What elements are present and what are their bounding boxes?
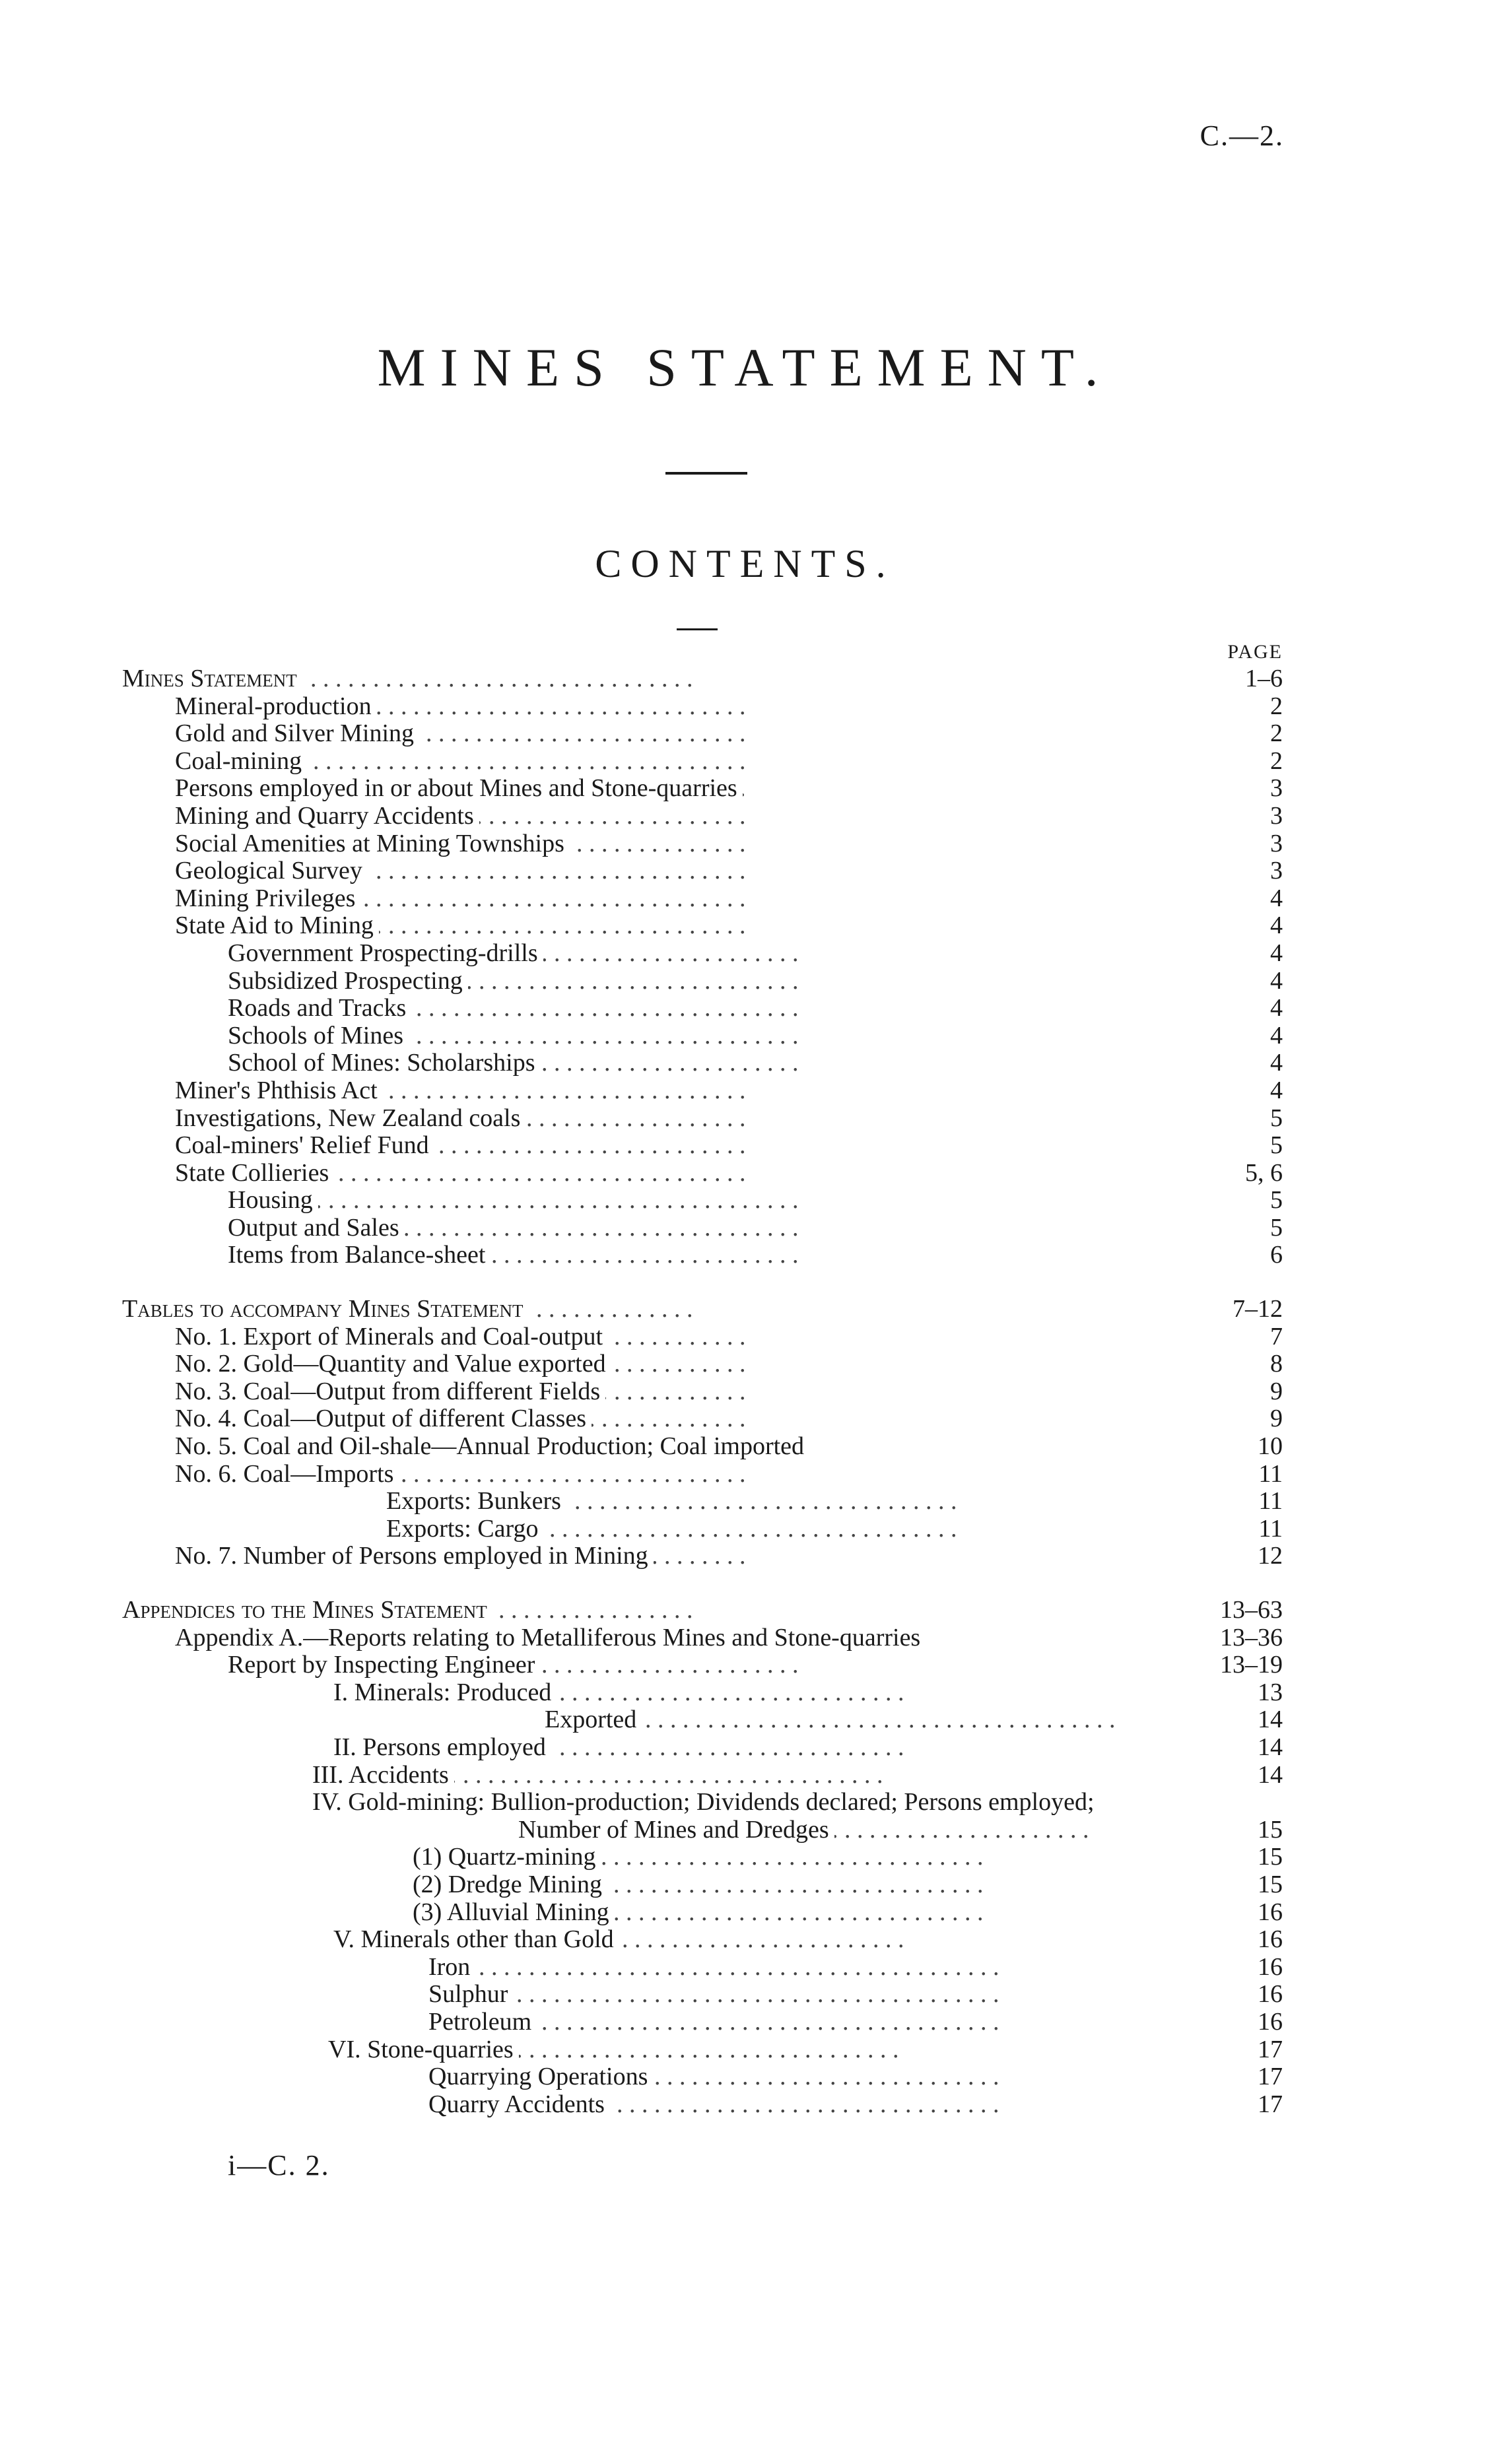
toc-entry-title: Coal-miners' Relief Fund bbox=[175, 1132, 434, 1159]
toc-entry-title: No. 5. Coal and Oil-shale—Annual Production; Coal imported bbox=[175, 1433, 809, 1460]
toc-entry-page: 3 bbox=[1266, 775, 1283, 803]
toc-entry-title: Tables to accompany Mines Statement bbox=[122, 1296, 529, 1323]
toc-entry-page: 5 bbox=[1266, 1105, 1283, 1133]
toc-entry-title: No. 1. Export of Minerals and Coal-output bbox=[175, 1323, 608, 1350]
toc-entry-page: 15 bbox=[1254, 1816, 1283, 1844]
toc-entry-page: 14 bbox=[1254, 1706, 1283, 1734]
toc-entry-page: 4 bbox=[1266, 1077, 1283, 1105]
toc-entry-page: 3 bbox=[1266, 830, 1283, 858]
toc-entry-title: Quarry Accidents bbox=[428, 2091, 610, 2118]
toc-entry-page: 16 bbox=[1254, 2009, 1283, 2036]
toc-entry bbox=[122, 1077, 1283, 1105]
toc-entry-page: 5 bbox=[1266, 1132, 1283, 1160]
toc-entry-title: Schools of Mines bbox=[228, 1022, 409, 1049]
toc-entry-page: 13–19 bbox=[1216, 1651, 1283, 1679]
toc-entry-title: II. Persons employed bbox=[333, 1734, 551, 1761]
toc-entry-title: No. 7. Number of Persons employed in Mining bbox=[175, 1543, 654, 1570]
toc-entry bbox=[122, 2091, 1283, 2119]
toc-entry-title: Housing bbox=[228, 1187, 318, 1214]
toc-entry-page: 4 bbox=[1266, 912, 1283, 940]
toc-entry-page: 4 bbox=[1266, 885, 1283, 913]
toc-entry-title: IV. Gold-mining: Bullion-production; Dividends declared; Persons employed; bbox=[312, 1789, 1100, 1816]
toc-entry-page: 13 bbox=[1254, 1679, 1283, 1707]
section-gap bbox=[122, 1269, 1283, 1296]
toc-entry-title: Mines Statement bbox=[122, 665, 302, 692]
document-title: MINES STATEMENT. bbox=[377, 337, 1113, 397]
toc-entry-page: 3 bbox=[1266, 803, 1283, 830]
toc-entry-title: VI. Stone-quarries bbox=[328, 2036, 519, 2063]
toc-entry-page: 5 bbox=[1266, 1215, 1283, 1242]
toc-entry-page: 15 bbox=[1254, 1871, 1283, 1899]
toc-entry bbox=[122, 1871, 1283, 1899]
toc-entry bbox=[122, 1323, 1283, 1351]
toc-entry bbox=[122, 1433, 1283, 1461]
toc-entry bbox=[122, 2036, 1283, 2064]
toc-entry-title: Miner's Phthisis Act bbox=[175, 1077, 383, 1104]
toc-entry bbox=[122, 1160, 1283, 1187]
toc-entry-page: 11 bbox=[1254, 1488, 1283, 1515]
toc-entry-title: Appendices to the Mines Statement bbox=[122, 1597, 492, 1624]
toc-entry-page: 16 bbox=[1254, 1954, 1283, 1981]
toc-entry-page: 1–6 bbox=[1241, 665, 1283, 693]
toc-entry-title: Exported bbox=[545, 1706, 642, 1733]
toc-entry-page: 2 bbox=[1266, 720, 1283, 748]
toc-entry-title: Mining Privileges bbox=[175, 885, 360, 912]
toc-entry bbox=[122, 1734, 1283, 1762]
toc-entry-title: State Collieries bbox=[175, 1160, 334, 1187]
toc-entry-title: Sulphur bbox=[428, 1981, 513, 2008]
toc-entry-page: 3 bbox=[1266, 857, 1283, 885]
toc-entry-page: 13–63 bbox=[1216, 1597, 1283, 1624]
toc-entry-title: No. 3. Coal—Output from different Fields bbox=[175, 1378, 605, 1405]
toc-entry bbox=[122, 1022, 1283, 1050]
toc-entry bbox=[122, 1405, 1283, 1433]
toc-section-heading bbox=[122, 665, 1283, 693]
toc-entry-page: 7 bbox=[1266, 1323, 1283, 1351]
toc-entry-title: V. Minerals other than Gold bbox=[333, 1926, 619, 1953]
toc-entry bbox=[122, 1215, 1283, 1242]
toc-entry-title: (2) Dredge Mining bbox=[413, 1871, 607, 1898]
toc-section-heading bbox=[122, 1296, 1283, 1323]
toc-entry-page: 16 bbox=[1254, 1981, 1283, 2009]
toc-entry-title: Roads and Tracks bbox=[228, 995, 411, 1022]
toc-entry bbox=[122, 1515, 1283, 1543]
toc-entry-title: I. Minerals: Produced bbox=[333, 1679, 557, 1706]
toc-entry-page: 12 bbox=[1254, 1543, 1283, 1570]
toc-entry-page: 14 bbox=[1254, 1762, 1283, 1789]
toc-entry-title: State Aid to Mining bbox=[175, 912, 379, 939]
toc-entry-title: Iron bbox=[428, 1954, 475, 1981]
toc-entry-page: 9 bbox=[1266, 1378, 1283, 1406]
toc-entry-title: (3) Alluvial Mining bbox=[413, 1899, 615, 1926]
contents-heading: CONTENTS. bbox=[595, 542, 895, 585]
toc-entry bbox=[122, 1350, 1283, 1378]
toc-entry-page: 11 bbox=[1254, 1515, 1283, 1543]
toc-entry-title: Quarrying Operations bbox=[428, 2063, 653, 2090]
toc-entry-page: 6 bbox=[1266, 1242, 1283, 1269]
footer-signature: i—C. 2. bbox=[228, 2149, 330, 2181]
dot-leader bbox=[175, 748, 1217, 776]
dot-leader bbox=[428, 1954, 1217, 1981]
toc-entry bbox=[122, 1789, 1283, 1816]
toc-entry-page: 14 bbox=[1254, 1734, 1283, 1762]
toc-entry-page: 10 bbox=[1254, 1433, 1283, 1461]
page-reference: C.—2. bbox=[1200, 119, 1284, 152]
dot-leader bbox=[228, 1187, 1217, 1215]
toc-entry-page: 15 bbox=[1254, 1844, 1283, 1871]
toc-entry bbox=[122, 2009, 1283, 2036]
toc-entry bbox=[122, 1132, 1283, 1160]
toc-entry bbox=[122, 1378, 1283, 1406]
toc-entry bbox=[122, 1899, 1283, 1927]
toc-entry bbox=[122, 940, 1283, 968]
toc-entry-page: 11 bbox=[1254, 1461, 1283, 1488]
toc-entry-title: Exports: Cargo bbox=[386, 1515, 543, 1543]
toc-entry bbox=[122, 1844, 1283, 1871]
toc-section-heading bbox=[122, 1597, 1283, 1624]
toc-entry bbox=[122, 912, 1283, 940]
toc-entry-page: 8 bbox=[1266, 1350, 1283, 1378]
toc-entry-title: Investigations, New Zealand coals bbox=[175, 1105, 525, 1132]
toc-entry bbox=[122, 1954, 1283, 1981]
toc-entry-page: 7–12 bbox=[1229, 1296, 1283, 1323]
toc-entry bbox=[122, 995, 1283, 1022]
toc-entry-title: Subsidized Prospecting bbox=[228, 968, 468, 995]
toc-entry-page: 17 bbox=[1254, 2063, 1283, 2091]
dot-leader bbox=[428, 2009, 1217, 2036]
toc-entry-page: 16 bbox=[1254, 1926, 1283, 1954]
toc-entry bbox=[122, 1651, 1283, 1679]
toc-entry bbox=[122, 1762, 1283, 1789]
toc-entry-title: Mining and Quarry Accidents bbox=[175, 803, 479, 830]
toc-entry bbox=[122, 1049, 1283, 1077]
toc-entry-title: Items from Balance-sheet bbox=[228, 1242, 491, 1269]
toc-entry-page: 4 bbox=[1266, 968, 1283, 995]
dot-leader bbox=[428, 1981, 1217, 2009]
table-of-contents bbox=[122, 639, 1283, 2118]
toc-entry-title: Petroleum bbox=[428, 2009, 537, 2036]
toc-entry bbox=[122, 693, 1283, 721]
toc-entry bbox=[122, 1926, 1283, 1954]
toc-entry bbox=[122, 720, 1283, 748]
toc-entry-title: Report by Inspecting Engineer bbox=[228, 1651, 540, 1679]
toc-entry-title: Gold and Silver Mining bbox=[175, 720, 419, 747]
dot-leader bbox=[545, 1706, 1217, 1734]
toc-entry bbox=[122, 748, 1283, 776]
toc-entry bbox=[122, 830, 1283, 858]
toc-entry bbox=[122, 1242, 1283, 1269]
toc-entry bbox=[122, 1488, 1283, 1515]
toc-entry-title: Mineral-production bbox=[175, 693, 377, 720]
toc-entry-title: Number of Mines and Dredges bbox=[518, 1816, 834, 1844]
toc-entry-title: Government Prospecting-drills bbox=[228, 940, 543, 967]
toc-entry-title: Coal-mining bbox=[175, 748, 307, 775]
toc-entry bbox=[122, 885, 1283, 913]
toc-entry bbox=[122, 1105, 1283, 1133]
toc-entry bbox=[122, 1543, 1283, 1570]
toc-entry-title: No. 4. Coal—Output of different Classes bbox=[175, 1405, 592, 1432]
toc-body bbox=[122, 665, 1283, 2118]
toc-entry-title: Geological Survey bbox=[175, 857, 368, 884]
toc-entry bbox=[122, 775, 1283, 803]
toc-entry bbox=[122, 968, 1283, 995]
toc-entry-page: 4 bbox=[1266, 995, 1283, 1022]
toc-entry-page: 2 bbox=[1266, 748, 1283, 776]
toc-entry-title: III. Accidents bbox=[312, 1762, 454, 1789]
contents-divider bbox=[677, 628, 718, 630]
toc-entry-title: No. 2. Gold—Quantity and Value exported bbox=[175, 1350, 611, 1378]
page-column-label: PAGE bbox=[1227, 641, 1283, 663]
toc-entry bbox=[122, 857, 1283, 885]
toc-entry-page: 5, 6 bbox=[1241, 1160, 1283, 1187]
toc-entry-page: 4 bbox=[1266, 1022, 1283, 1050]
toc-entry-page: 13–36 bbox=[1216, 1624, 1283, 1652]
toc-entry bbox=[122, 1624, 1283, 1652]
toc-entry-page: 16 bbox=[1254, 1899, 1283, 1927]
section-gap bbox=[122, 1570, 1283, 1597]
toc-entry-page: 17 bbox=[1254, 2091, 1283, 2119]
toc-entry-page: 17 bbox=[1254, 2036, 1283, 2064]
toc-entry-title: Persons employed in or about Mines and Stone-quarries bbox=[175, 775, 743, 802]
toc-entry bbox=[122, 1981, 1283, 2009]
toc-entry-title: No. 6. Coal—Imports bbox=[175, 1461, 399, 1488]
toc-entry bbox=[122, 803, 1283, 830]
toc-entry bbox=[122, 1679, 1283, 1707]
toc-entry bbox=[122, 1461, 1283, 1488]
toc-entry-page: 9 bbox=[1266, 1405, 1283, 1433]
toc-entry-title: Appendix A.—Reports relating to Metalliferous Mines and Stone-quarries bbox=[175, 1624, 926, 1651]
toc-entry bbox=[122, 1816, 1283, 1844]
toc-entry-title: Social Amenities at Mining Townships bbox=[175, 830, 570, 857]
toc-entry-page: 2 bbox=[1266, 693, 1283, 721]
toc-entry-title: Exports: Bunkers bbox=[386, 1488, 566, 1515]
toc-entry bbox=[122, 1706, 1283, 1734]
toc-entry-page: 4 bbox=[1266, 1049, 1283, 1077]
toc-entry-page: 4 bbox=[1266, 940, 1283, 968]
toc-entry-page: 5 bbox=[1266, 1187, 1283, 1215]
toc-entry-title: Output and Sales bbox=[228, 1215, 405, 1242]
toc-entry-title: School of Mines: Scholarships bbox=[228, 1049, 540, 1077]
toc-entry-title: (1) Quartz-mining bbox=[413, 1844, 601, 1871]
toc-entry bbox=[122, 2063, 1283, 2091]
title-divider bbox=[665, 472, 747, 475]
toc-entry bbox=[122, 1187, 1283, 1215]
